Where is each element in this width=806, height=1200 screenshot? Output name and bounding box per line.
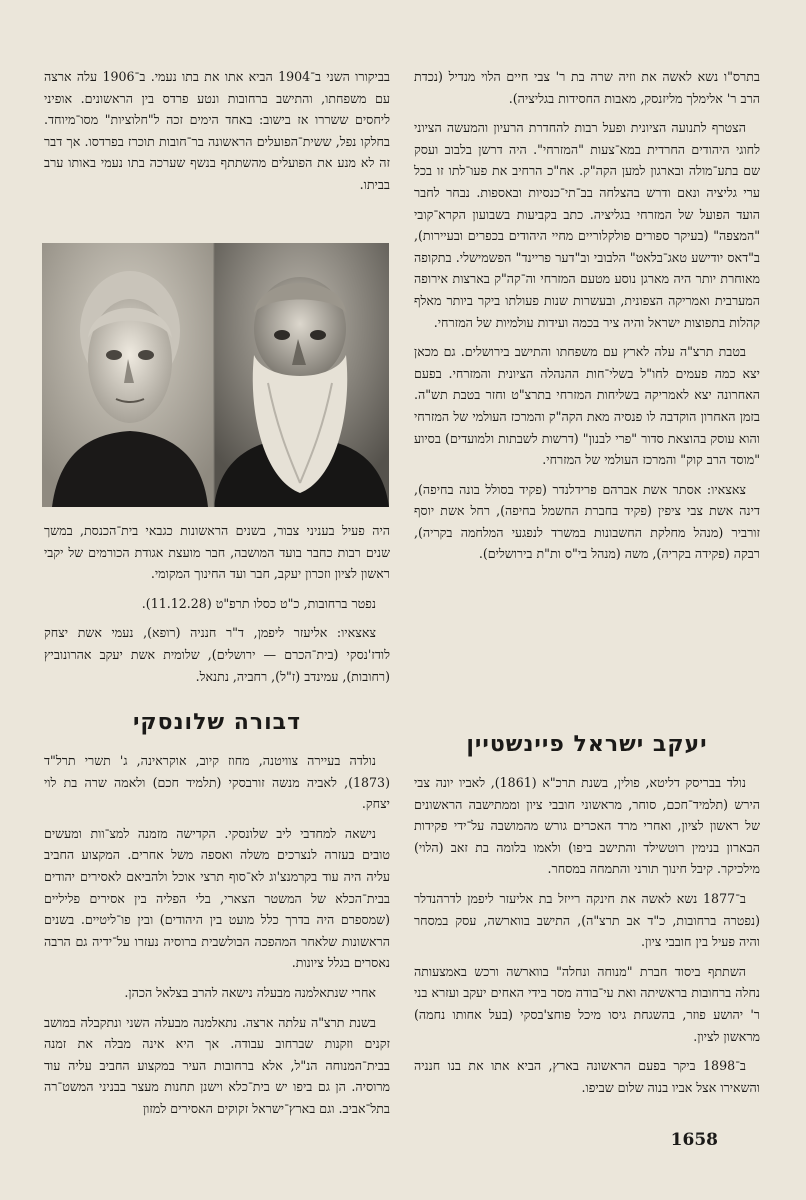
right-column [414,66,760,573]
dvora-column [44,750,390,1128]
paragraph: ב־1877 נשא לאשה את חינקה רייזל בת אליעזר ליפמן לדרהנדלר (נפטרה ברחובות, כ"ד אב תרצ"ה), התישב בווארשה, עסק במסחר והיה פעיל בין חובבי ציון. [414,890,760,950]
yaakov-column [414,772,760,1106]
paragraph: צאצאיו: אסתר אשת אברהם פרידלנדר (פקיד בסולל בונה בחיפה), דינה אשת צבי ציפין (פקיד בחברת החשמל בחיפה), רחל אשת יוסף זורביר (מנהל מחלקת החשבונות במשרד לנפגעי המלחמה בקריה), רבקה (פקידה בקריה), משה (מנהל בי"ס ות"ת בירושלים). [414,481,760,562]
paragraph: נולדה בעיירה צוויטנה, מחוז קיוב, אוקראינה, ג' תשרי תרל"ד (1873), לאביה מנשה זורבסקי (תלמיד חכם) ולאמה שרה בת לוי יצחק. [44,753,390,812]
section-heading-dvora-shlonsky: דבורה שלונסקי [132,710,302,735]
paragraph: השתתף ביסוד חברת "מנוחה ונחלה" בווארשה ורכש באמצעותה נחלה ברחובות בראשיתה ואת עי־בודה מסר בידי האחים יעקב ועזרא בני ר' יהושע פוזר, בהשגחת גיסו מיכל פוחצ'בסקי (בעל אחותו נחמה) מראשון לציון. [414,963,760,1044]
paragraph: בתרס"ו נשא לאשה את וזיה שרה בת ר' צבי חיים הלוי מנדיל (נכדת הרב ר' אלימלך מליזנסק, מאבות החסידות בגליציה). [414,69,760,106]
paragraph: נישאה למחדבי ליב שלונסקי. הקדישה מזמנה למצ־וות ומעשים טובים בעזרה לנצרכים משלה ואספה משל אחרים. המקצוע החביב עליה היה עוד בקרמנצ'וג לא־סוף תרצי אוכל ולהביאם לאסירים יהודים בבית־הכלא של המשטר הצארי, בלי הפליה בין אסירים פליליים (שמספרם היה בדרך כלל מועט בין היהודים) ובין פו־ליטיים. בשנים הראשונות שלאחר המהפכה הבולשבית ברוסיה נעזרו על־ידיה גם הרבה נאסרים בגלל ציונות. [44,825,390,971]
portrait-photo-icon [42,243,389,507]
paragraph: הצטרף לתנועה הציונית ופעל רבות להחדרת הרעיון והמעשה הציוני לחוגי היהודים החרדית במא־צעות "המזרחי". היה דרשן בלבוב ועסק שם בתע־מולה ובארגון למען הקה"ק. אח"כ הרחיב את פעו־לתו זו בכל ערי גליציה ונאם ודרש בהצלחה בב־תי־כנסיות ובאספות. נבחר לחבר הועד הפועל של המזרחי בגליציה. כתב בקביעות בשבועון הקרא־קובי "המצפה" (בעיקר ספורים פולקלוריים מחיי היהודים בכפרים ובעיירות), ב"דאס יודישע טאג־בלאט" הלבובי וב"דער פריינד" הפשמישלי. בתקופה מאוחרת יותר היה מארגן נוסע מטעם המזרחי וה־קה"ק בארצות אירופה המערבית ואמריקה הצפונית, ובעשרות שנות פעולתו ביקר ביותר מאלף קהלות בתפוצות ישראל והיה ציר בכמה ועידות עולמיות של המזרחי. [414,120,760,330]
paragraph: נפטר ברחובות, כ"ט כסלו תרפ"ט (11.12.28). [141,595,376,611]
portrait-photo-icon [42,243,389,507]
paragraph: בטבת תרצ"ה עלה לארץ עם משפחתו והתישב בירושלים. גם מכאן יצא כמה פעמים לחו"ל בשלי־חות ההנהלה הציונית והמזרחי. בפעם האחרונה יצא לאמריקה בשליחות המזרחי בתרצ"ט וחזר בטבת תש"ה. בזמן האחרון הוקדבה לו פנסיה מאת הקה"ק והמרכז העולמי של המזרחי והוא עוסק בהוצאת סדור "פרי לבנון" (דרשות לשבתות ולמועדים) בסיוע "מוסד הרב קוק" והמרכז העולמי של המזרחי. [414,344,760,468]
paragraph: אחרי שנתאלמנה מבעלה נישאה להרב בצלאל הכהן. [124,984,376,1000]
left-mid-column [44,520,390,695]
paragraph: בשנת תרצ"ה עלתה ארצה. נתאלמנה מבעלה השני ונתקבלה במושב זקנים וזקנות שברחוב עבודה. אך היא אינה מבלה את זמנה בבית־המנוחה הנ"ל, אלא ברחובות העיר במקצוע החביב עליה עוד מרוסיה. הן גם ביפו יש בית־כלא וישנן תחנות מעצר בבניני המשט־רה בתל־אביב. וגם בארץ־ישראל זקוקים האסירים למזון [44,1014,390,1116]
paragraph: היה פעיל בעניני צבור, בשנים הראשונות כגבאי בית־הכנסת, במשך שנים רבות כחבר בועד המושבה, חבר מועצת אגודת הכורמים של יקבי ראשון לציון וזכרון יעקב, חבר ועד החינוך המקומי. [44,523,390,582]
page-number: 1658 [670,1130,718,1150]
left-top-column [44,66,390,204]
paragraph: ב־1898 ביקר בפעם הראשונה בארץ, הביא אתו את בנו חנניה והשאירו אצל אביו בנוה שלום שביפו. [414,1058,760,1095]
paragraph: צאצאיו: אליעזר ליפמן, ד"ר חנניה (רופא), נעמי אשת יצחק לודז'נסקי (בית־הכרם — ירושלים), שלומית אשת יעקב אהרונוביץ (רחובות), עמינדב (ז"ל), רחביה, נתנאל. [44,625,390,684]
paragraph: בביקורו השני ב־1904 הביא אתו את בתו נעמי. ב־1906 עלה ארצה עם משפחתו, והתישב ברחובות ונטע פרדס בין הראשונים. אופיני ליחסים ששררו אז בישוב: באחד הימים זכה ל"חלוציות" מסו־מיוחד. בחלקו נפל, ששית־הפועלים הראשונה בר־חובות תוכרז בפרדסו. אך דבר זה לא מנע את הפועלים מהשתתף בנשף שערכה בתו נעמי באותו ערב בביתו. [44,69,390,192]
section-heading-yaakov-feinstein: יעקב ישראל פיינשטיין [466,732,708,757]
paragraph: נולד בבריסק דליטא, פולין, בשנת תרכ"א (1861), לאביו יונה צבי הירש (תלמיד־חכם, סוחר, מראשוני חובבי ציון וממתישבה הראשונים של ראשון לציון, ואחרי מרד האכרים גורש מהמושבה על־ידי פקידות הבארון בנימין רוטשילד והתישב ביפו) ולאמו בלומה בת זאב (הלוי) מילכיקר. קיבל חינוך תורני והתמחה במסחר. [414,775,760,877]
